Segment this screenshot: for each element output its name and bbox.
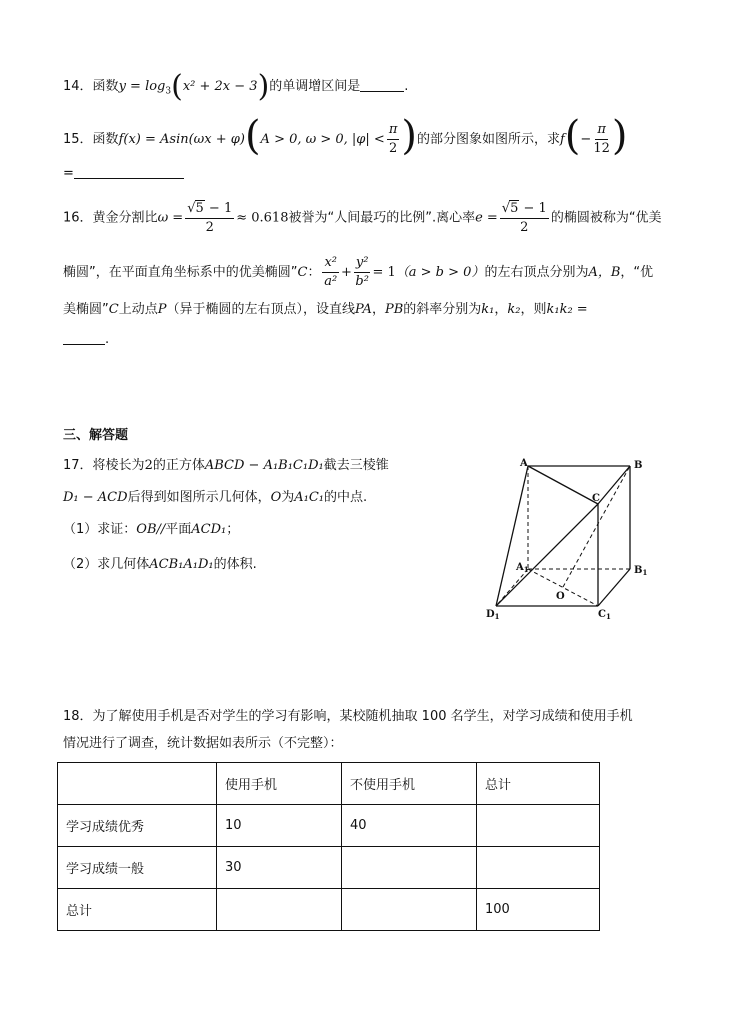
- table-cell[interactable]: [477, 847, 600, 889]
- q16-answer-line: .: [63, 330, 109, 350]
- label-B: B: [634, 460, 643, 471]
- q18-line-1: 18．为了解使用手机是否对学生的学习有影响，某校随机抽取 100 名学生，对学习成绩和使用手机: [63, 709, 633, 724]
- table-header-cell: 不使用手机: [342, 763, 477, 805]
- q14-line: 14．函数$y = \log_3(x^2 + 2x - 3)$的单调增区间是 .: [63, 69, 409, 104]
- q18-line-2: 情况进行了调查，统计数据如表所示（不完整）：: [63, 736, 343, 751]
- q14-answer-blank[interactable]: [360, 77, 404, 92]
- q16-line-3: 美椭圆”C上动点P（异于椭圆的左右顶点），设直线PA，PB的斜率分别为k₁，k₂，则k₁k₂ =: [63, 302, 588, 317]
- table-cell: 100: [477, 889, 600, 931]
- stats-table: [57, 762, 600, 931]
- q17-number: 17．: [63, 458, 93, 473]
- label-B1: $B_1$: [634, 565, 648, 577]
- section-heading: 三、解答题: [63, 428, 129, 443]
- q17-part-1: （1）求证：OB//平面ACD₁；: [63, 522, 240, 537]
- table-cell: 40: [342, 805, 477, 847]
- table-cell: 总计: [58, 889, 217, 931]
- table-cell[interactable]: [477, 805, 600, 847]
- q16-answer-blank[interactable]: [63, 330, 105, 345]
- geometry-figure: [480, 456, 660, 621]
- table-header-cell: 总计: [477, 763, 600, 805]
- table-header-cell: [58, 763, 217, 805]
- q15-answer-line: =: [63, 164, 184, 184]
- q15-number: 15．: [63, 132, 93, 147]
- table-cell: 30: [217, 847, 342, 889]
- q16-number: 16．: [63, 210, 93, 226]
- edge-AC: [528, 466, 598, 504]
- table-row: [58, 805, 600, 847]
- table-cell[interactable]: [342, 889, 477, 931]
- label-C1: $C_1$: [598, 609, 611, 621]
- q17-line-2: D₁ − ACD后得到如图所示几何体，O为A₁C₁的中点.: [63, 490, 368, 505]
- q15-answer-blank[interactable]: [74, 164, 184, 179]
- q17-line-1: 17．将棱长为2的正方体ABCD − A₁B₁C₁D₁截去三棱锥: [63, 458, 389, 473]
- table-header-row: [58, 763, 600, 805]
- label-A: A: [520, 458, 528, 469]
- edge-CB: [598, 466, 630, 504]
- q16-line-1: 16．黄金分割比ω = $\frac{√5 - 1}{2}$ ≈ 0.618被誉为“人间最巧的比例”.离心率e = $\frac{√5 - 1}{2}$ 的椭圆被称为“优美: [63, 201, 662, 235]
- q15-line: 15．函数f(x) = Asin(ωx + φ)(A > 0, ω > 0, |φ| < $\frac{\pi}{2}$ )的部分图象如图所示，求f(− $\frac{\pi}{12}$ ): [63, 113, 628, 159]
- edge-C1B1: [598, 569, 630, 606]
- label-D1: $D_1$: [486, 609, 500, 621]
- q14-number: 14．: [63, 79, 93, 94]
- q16-line-2: 椭圆”，在平面直角坐标系中的优美椭圆”C： $\frac{\text{x²}}{\text{a²}}$ + $\frac{\text{y²}}{\text{b²}}$ = 1（a > b > 0）的左右顶点分别为A，B，“优: [63, 255, 654, 289]
- q17-part-2: （2）求几何体ACB₁A₁D₁的体积.: [63, 557, 257, 572]
- table-cell[interactable]: [342, 847, 477, 889]
- table-header-cell: 使用手机: [217, 763, 342, 805]
- table-cell: 10: [217, 805, 342, 847]
- table-row: [58, 889, 600, 931]
- label-A1: $A_1$: [516, 562, 529, 574]
- table-cell: 学习成绩优秀: [58, 805, 217, 847]
- edge-D1C: [496, 504, 598, 606]
- table-cell: 学习成绩一般: [58, 847, 217, 889]
- table-row: [58, 847, 600, 889]
- edge-D1A: [496, 466, 528, 606]
- table-cell[interactable]: [217, 889, 342, 931]
- label-O: O: [556, 591, 565, 602]
- label-C: C: [592, 493, 600, 504]
